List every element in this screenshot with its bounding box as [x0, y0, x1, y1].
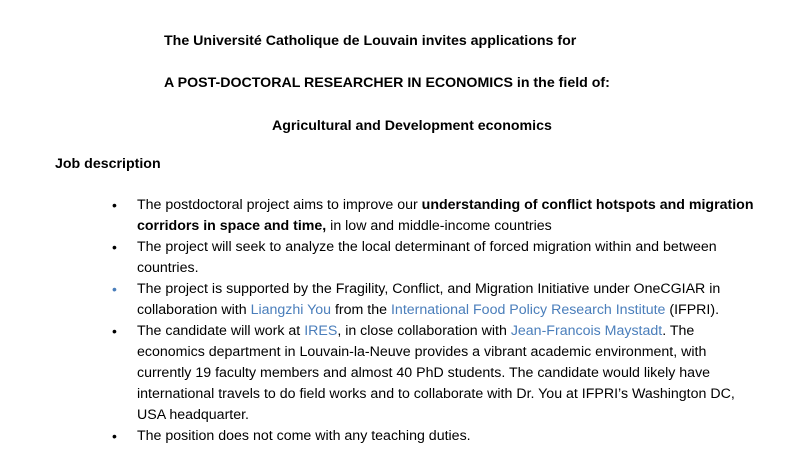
job-description-list [0, 195, 791, 447]
bullet-icon: • [112, 428, 117, 444]
bullet-text: The project is supported by the Fragility, Conflict, and Migration Initiative under OneCGIAR in collaboration with [137, 281, 721, 318]
bullet-text: The postdoctoral project aims to improve our [137, 197, 422, 213]
bullet-icon: • [112, 239, 117, 255]
list-item [0, 426, 757, 447]
list-item [0, 321, 757, 426]
bullet-icon: • [112, 281, 117, 297]
list-item [0, 195, 757, 237]
bullet-text: The candidate will work at [137, 323, 305, 339]
bullet-text: The position does not come with any teaching duties. [137, 428, 471, 444]
liangzhi-you-link[interactable]: Liangzhi You [250, 302, 332, 318]
invitation-line: The Université Catholique de Louvain invites applications for [164, 33, 577, 49]
bullet-text: in low and middle-income countries [326, 218, 552, 234]
position-title: A POST-DOCTORAL RESEARCHER IN ECONOMICS in the field of: [164, 75, 610, 91]
field-title: Agricultural and Development economics [272, 118, 552, 134]
ires-link[interactable]: IRES [304, 323, 338, 339]
bullet-text: (IFPRI). [665, 302, 720, 318]
job-description-heading: Job description [55, 156, 161, 172]
bullet-text: from the [331, 302, 391, 318]
list-item [0, 279, 757, 321]
bullet-text: , in close collaboration with [337, 323, 511, 339]
bullet-icon: • [112, 323, 117, 339]
list-item [0, 237, 757, 279]
bullet-icon: • [112, 197, 117, 213]
bullet-text: The project will seek to analyze the local determinant of forced migration within and between countries. [137, 239, 717, 276]
ifpri-link[interactable]: International Food Policy Research Institute [390, 302, 666, 318]
maystadt-link[interactable]: Jean-Francois Maystadt [510, 323, 663, 339]
bullet-bold-text: understanding of conflict hotspots and migration corridors in space and time, [137, 197, 754, 234]
bullet-text: . The economics department in Louvain-la-Neuve provides a vibrant academic environment, with currently 19 faculty members and almost 40 PhD students. The candidate would likely have international travels to do field works and to collaborate with Dr. You at IFPRI’s Washington DC, USA headquarter. [137, 323, 735, 423]
